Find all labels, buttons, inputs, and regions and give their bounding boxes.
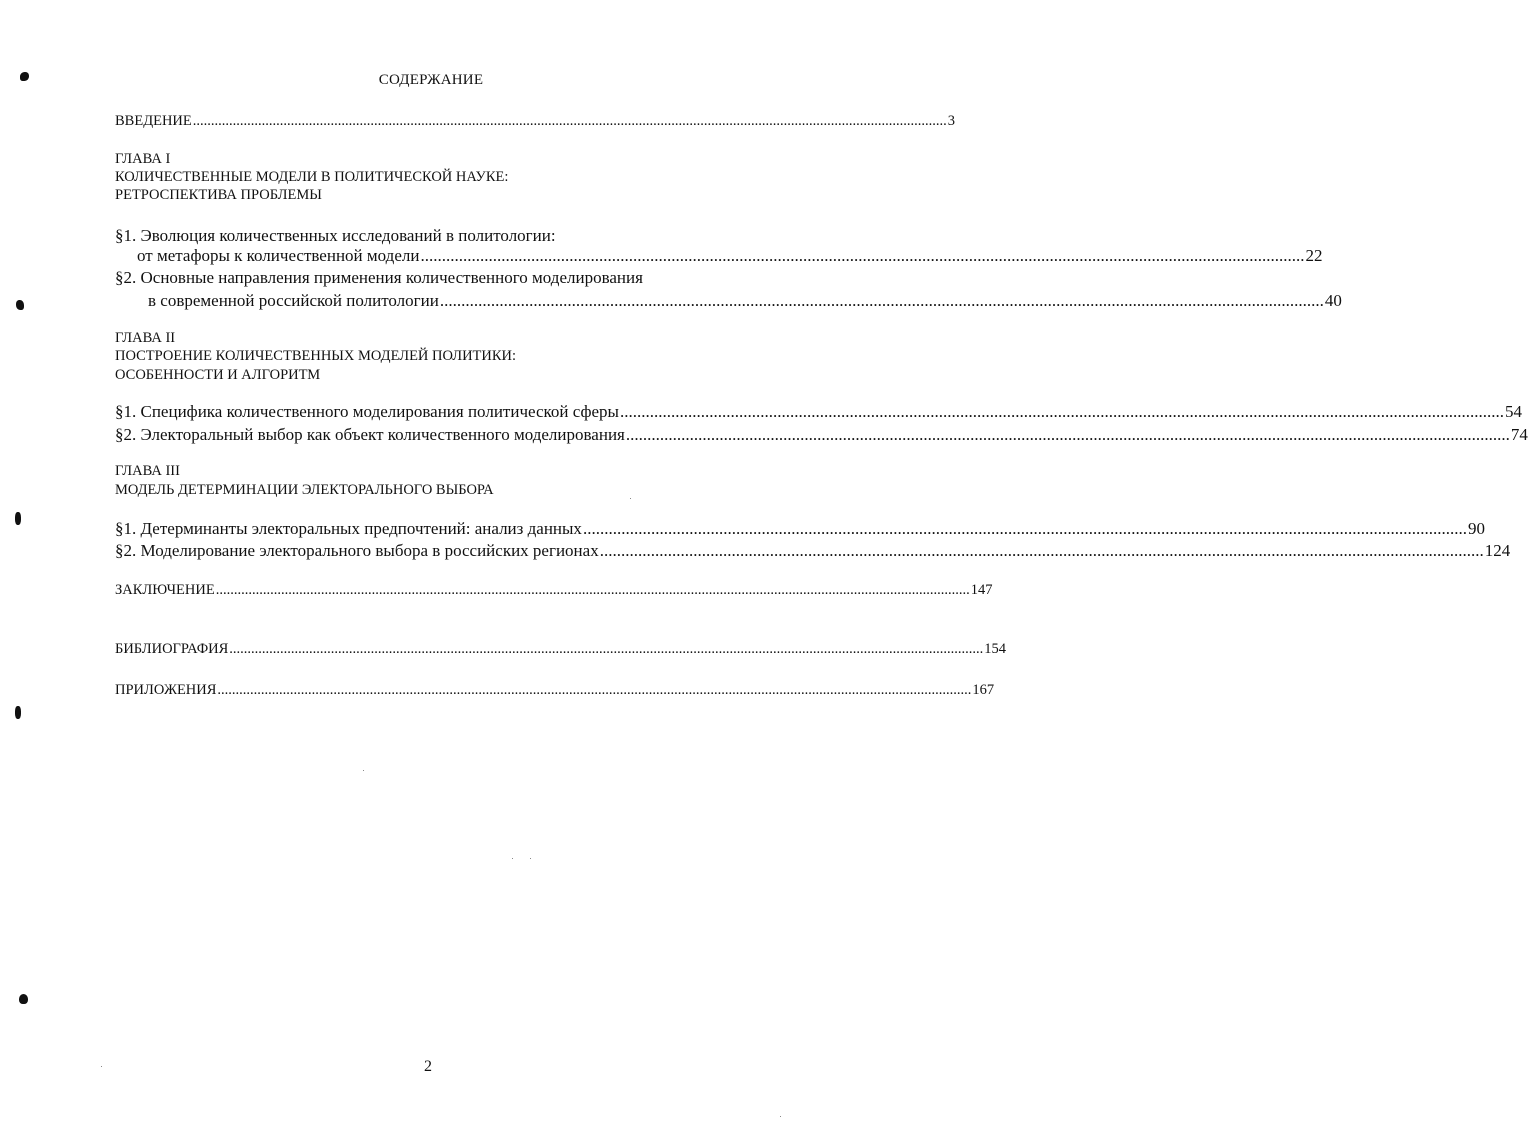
scan-speck — [630, 498, 631, 499]
chapter-title: ПОСТРОЕНИЕ КОЛИЧЕСТВЕННЫХ МОДЕЛЕЙ ПОЛИТИКИ: — [115, 348, 517, 364]
toc-entry-label: от метафоры к количественной модели — [137, 246, 420, 265]
toc-entry-bibliography[interactable] — [115, 639, 1007, 659]
chapter-heading: ГЛАВА III — [115, 463, 180, 479]
toc-entry-section[interactable] — [115, 541, 1511, 561]
toc-entry-label: в современной российской политологии — [148, 291, 439, 310]
chapter-title: КОЛИЧЕСТВЕННЫЕ МОДЕЛИ В ПОЛИТИЧЕСКОЙ НАУКЕ: — [115, 169, 509, 185]
dot-leader: ................................................................................................................................................................................................................ — [229, 641, 984, 657]
dot-leader: ................................................................................................................................................................................................................ — [439, 291, 1324, 310]
toc-entry-page: 90 — [1467, 519, 1485, 538]
scan-speck — [101, 1066, 102, 1067]
section-first-line: §1. Эволюция количественных исследований в политологии: — [115, 226, 556, 245]
section-first-line: §2. Основные направления применения количественного моделирования — [115, 268, 643, 287]
toc-entry-page: 154 — [984, 641, 1007, 657]
toc-entry-label: §1. Детерминанты электоральных предпочтений: анализ данных — [115, 519, 582, 538]
toc-entry-label: ЗАКЛЮЧЕНИЕ — [115, 582, 215, 598]
page-number: 2 — [424, 1058, 432, 1075]
dot-leader: ................................................................................................................................................................................................................ — [192, 113, 947, 129]
toc-entry-page: 74 — [1510, 425, 1528, 444]
scan-speck — [363, 770, 364, 771]
toc-entry-page: 124 — [1484, 541, 1511, 560]
dot-leader: ................................................................................................................................................................................................................ — [625, 425, 1510, 444]
toc-entry-label: ВВЕДЕНИЕ — [115, 113, 192, 129]
chapter-title: МОДЕЛЬ ДЕТЕРМИНАЦИИ ЭЛЕКТОРАЛЬНОГО ВЫБОРА — [115, 482, 494, 498]
scan-speck — [530, 858, 531, 859]
toc-entry-page: 3 — [947, 113, 955, 129]
toc-entry-label: ПРИЛОЖЕНИЯ — [115, 682, 217, 698]
toc-entry-page: 167 — [972, 682, 995, 698]
toc-entry-section[interactable] — [137, 246, 1323, 266]
toc-entry-appendices[interactable] — [115, 680, 995, 700]
chapter-title: РЕТРОСПЕКТИВА ПРОБЛЕМЫ — [115, 187, 322, 203]
scan-mark — [15, 512, 21, 525]
toc-entry-page: 22 — [1305, 246, 1323, 265]
toc-entry-section[interactable] — [115, 402, 1522, 422]
scan-mark — [15, 706, 21, 719]
dot-leader: ................................................................................................................................................................................................................ — [420, 246, 1305, 265]
dot-leader: ................................................................................................................................................................................................................ — [217, 682, 972, 698]
toc-entry-label: БИБЛИОГРАФИЯ — [115, 641, 229, 657]
dot-leader: ................................................................................................................................................................................................................ — [215, 582, 970, 598]
toc-entry-introduction[interactable] — [115, 111, 955, 131]
toc-entry-label: §2. Моделирование электорального выбора в российских регионах — [115, 541, 599, 560]
toc-entry-page: 54 — [1504, 402, 1522, 421]
dot-leader: ................................................................................................................................................................................................................ — [619, 402, 1504, 421]
scan-speck — [780, 1116, 781, 1117]
toc-title: СОДЕРЖАНИЕ — [378, 72, 484, 88]
dot-leader: ................................................................................................................................................................................................................ — [582, 519, 1467, 538]
scan-mark — [16, 300, 24, 310]
toc-entry-label: §2. Электоральный выбор как объект количественного моделирования — [115, 425, 625, 444]
toc-entry-section[interactable] — [148, 291, 1342, 311]
scan-mark — [19, 994, 28, 1004]
chapter-heading: ГЛАВА I — [115, 151, 171, 167]
toc-entry-section[interactable] — [115, 519, 1485, 539]
chapter-title: ОСОБЕННОСТИ И АЛГОРИТМ — [115, 367, 321, 383]
toc-entry-conclusion[interactable] — [115, 580, 993, 600]
toc-entry-label: §1. Специфика количественного моделирования политической сферы — [115, 402, 619, 421]
toc-entry-page: 147 — [970, 582, 993, 598]
toc-entry-section[interactable] — [115, 425, 1528, 445]
scan-speck — [512, 858, 513, 859]
chapter-heading: ГЛАВА II — [115, 330, 176, 346]
dot-leader: ................................................................................................................................................................................................................ — [599, 541, 1484, 560]
toc-entry-page: 40 — [1324, 291, 1342, 310]
